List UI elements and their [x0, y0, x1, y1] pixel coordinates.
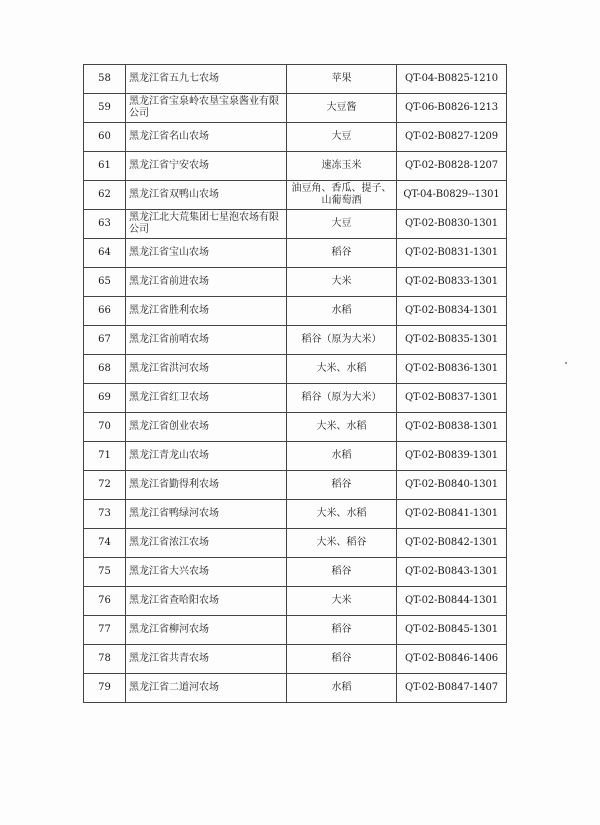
company-name-cell: 黑龙江省鸭绿河农场 [126, 500, 287, 529]
registration-table [83, 64, 507, 703]
table-row [84, 239, 507, 268]
certificate-code-cell: QT-02-B0827-1209 [397, 123, 507, 152]
certificate-code-cell: QT-02-B0846-1406 [397, 645, 507, 674]
company-name-cell: 黑龙江省宝泉岭农垦宝泉酱业有限公司 [126, 94, 287, 123]
certificate-code-cell: QT-02-B0841-1301 [397, 500, 507, 529]
table-row [84, 645, 507, 674]
product-cell: 大豆酱 [287, 94, 397, 123]
product-cell: 稻谷 [287, 471, 397, 500]
table-row [84, 94, 507, 123]
company-name-cell: 黑龙江青龙山农场 [126, 442, 287, 471]
row-number-cell: 59 [84, 94, 126, 123]
table-row [84, 587, 507, 616]
certificate-code-cell: QT-02-B0831-1301 [397, 239, 507, 268]
certificate-code-cell: QT-04-B0829--1301 [397, 181, 507, 210]
product-cell: 大米 [287, 587, 397, 616]
table-row [84, 297, 507, 326]
product-cell: 水稻 [287, 297, 397, 326]
product-cell: 大米、水稻 [287, 413, 397, 442]
product-cell: 水稻 [287, 442, 397, 471]
product-cell: 稻谷（原为大米） [287, 384, 397, 413]
product-cell: 稻谷（原为大米） [287, 326, 397, 355]
table-row [84, 268, 507, 297]
table-row [84, 471, 507, 500]
row-number-cell: 65 [84, 268, 126, 297]
row-number-cell: 76 [84, 587, 126, 616]
company-name-cell: 黑龙江省共青农场 [126, 645, 287, 674]
row-number-cell: 69 [84, 384, 126, 413]
product-cell: 稻谷 [287, 558, 397, 587]
table-row [84, 442, 507, 471]
product-cell: 速冻玉米 [287, 152, 397, 181]
product-cell: 油豆角、香瓜、提子、山葡萄酒 [287, 181, 397, 210]
row-number-cell: 75 [84, 558, 126, 587]
row-number-cell: 61 [84, 152, 126, 181]
company-name-cell: 黑龙江省名山农场 [126, 123, 287, 152]
company-name-cell: 黑龙江省宁安农场 [126, 152, 287, 181]
table-row [84, 558, 507, 587]
row-number-cell: 77 [84, 616, 126, 645]
certificate-code-cell: QT-02-B0842-1301 [397, 529, 507, 558]
table-row [84, 413, 507, 442]
product-cell: 稻谷 [287, 645, 397, 674]
certificate-code-cell: QT-04-B0825-1210 [397, 65, 507, 94]
row-number-cell: 70 [84, 413, 126, 442]
company-name-cell: 黑龙江省勤得利农场 [126, 471, 287, 500]
row-number-cell: 67 [84, 326, 126, 355]
product-cell: 大豆 [287, 123, 397, 152]
row-number-cell: 73 [84, 500, 126, 529]
certificate-code-cell: QT-02-B0844-1301 [397, 587, 507, 616]
product-cell: 大米、水稻 [287, 355, 397, 384]
certificate-code-cell: QT-02-B0833-1301 [397, 268, 507, 297]
table-row [84, 152, 507, 181]
certificate-code-cell: QT-02-B0843-1301 [397, 558, 507, 587]
row-number-cell: 78 [84, 645, 126, 674]
table-row [84, 65, 507, 94]
row-number-cell: 63 [84, 210, 126, 239]
company-name-cell: 黑龙江省宝山农场 [126, 239, 287, 268]
company-name-cell: 黑龙江省五九七农场 [126, 65, 287, 94]
company-name-cell: 黑龙江省红卫农场 [126, 384, 287, 413]
company-name-cell: 黑龙江省双鸭山农场 [126, 181, 287, 210]
company-name-cell: 黑龙江北大荒集团七星泡农场有限公司 [126, 210, 287, 239]
company-name-cell: 黑龙江省前哨农场 [126, 326, 287, 355]
company-name-cell: 黑龙江省二道河农场 [126, 674, 287, 703]
company-name-cell: 黑龙江省查哈阳农场 [126, 587, 287, 616]
table-row [84, 123, 507, 152]
product-cell: 大米、水稻 [287, 500, 397, 529]
scan-speck [565, 362, 567, 364]
certificate-code-cell: QT-02-B0845-1301 [397, 616, 507, 645]
certificate-code-cell: QT-02-B0838-1301 [397, 413, 507, 442]
table-row [84, 616, 507, 645]
product-cell: 大米、稻谷 [287, 529, 397, 558]
row-number-cell: 71 [84, 442, 126, 471]
product-cell: 大米 [287, 268, 397, 297]
row-number-cell: 68 [84, 355, 126, 384]
company-name-cell: 黑龙江省前进农场 [126, 268, 287, 297]
table-row [84, 674, 507, 703]
table-row [84, 529, 507, 558]
certificate-code-cell: QT-02-B0840-1301 [397, 471, 507, 500]
company-name-cell: 黑龙江省创业农场 [126, 413, 287, 442]
company-name-cell: 黑龙江省大兴农场 [126, 558, 287, 587]
certificate-code-cell: QT-06-B0826-1213 [397, 94, 507, 123]
table-row [84, 326, 507, 355]
certificate-code-cell: QT-02-B0828-1207 [397, 152, 507, 181]
certificate-code-cell: QT-02-B0839-1301 [397, 442, 507, 471]
table-row [84, 181, 507, 210]
certificate-code-cell: QT-02-B0836-1301 [397, 355, 507, 384]
row-number-cell: 79 [84, 674, 126, 703]
company-name-cell: 黑龙江省浓江农场 [126, 529, 287, 558]
row-number-cell: 64 [84, 239, 126, 268]
company-name-cell: 黑龙江省胜利农场 [126, 297, 287, 326]
table-row [84, 500, 507, 529]
row-number-cell: 62 [84, 181, 126, 210]
product-cell: 大豆 [287, 210, 397, 239]
table-row [84, 210, 507, 239]
product-cell: 苹果 [287, 65, 397, 94]
product-cell: 稻谷 [287, 616, 397, 645]
product-cell: 稻谷 [287, 239, 397, 268]
row-number-cell: 66 [84, 297, 126, 326]
certificate-code-cell: QT-02-B0835-1301 [397, 326, 507, 355]
row-number-cell: 60 [84, 123, 126, 152]
row-number-cell: 58 [84, 65, 126, 94]
certificate-code-cell: QT-02-B0830-1301 [397, 210, 507, 239]
certificate-code-cell: QT-02-B0837-1301 [397, 384, 507, 413]
certificate-code-cell: QT-02-B0834-1301 [397, 297, 507, 326]
table-row [84, 355, 507, 384]
company-name-cell: 黑龙江省柳河农场 [126, 616, 287, 645]
table-body [84, 65, 507, 703]
row-number-cell: 74 [84, 529, 126, 558]
certificate-code-cell: QT-02-B0847-1407 [397, 674, 507, 703]
row-number-cell: 72 [84, 471, 126, 500]
table-row [84, 384, 507, 413]
company-name-cell: 黑龙江省洪河农场 [126, 355, 287, 384]
product-cell: 水稻 [287, 674, 397, 703]
